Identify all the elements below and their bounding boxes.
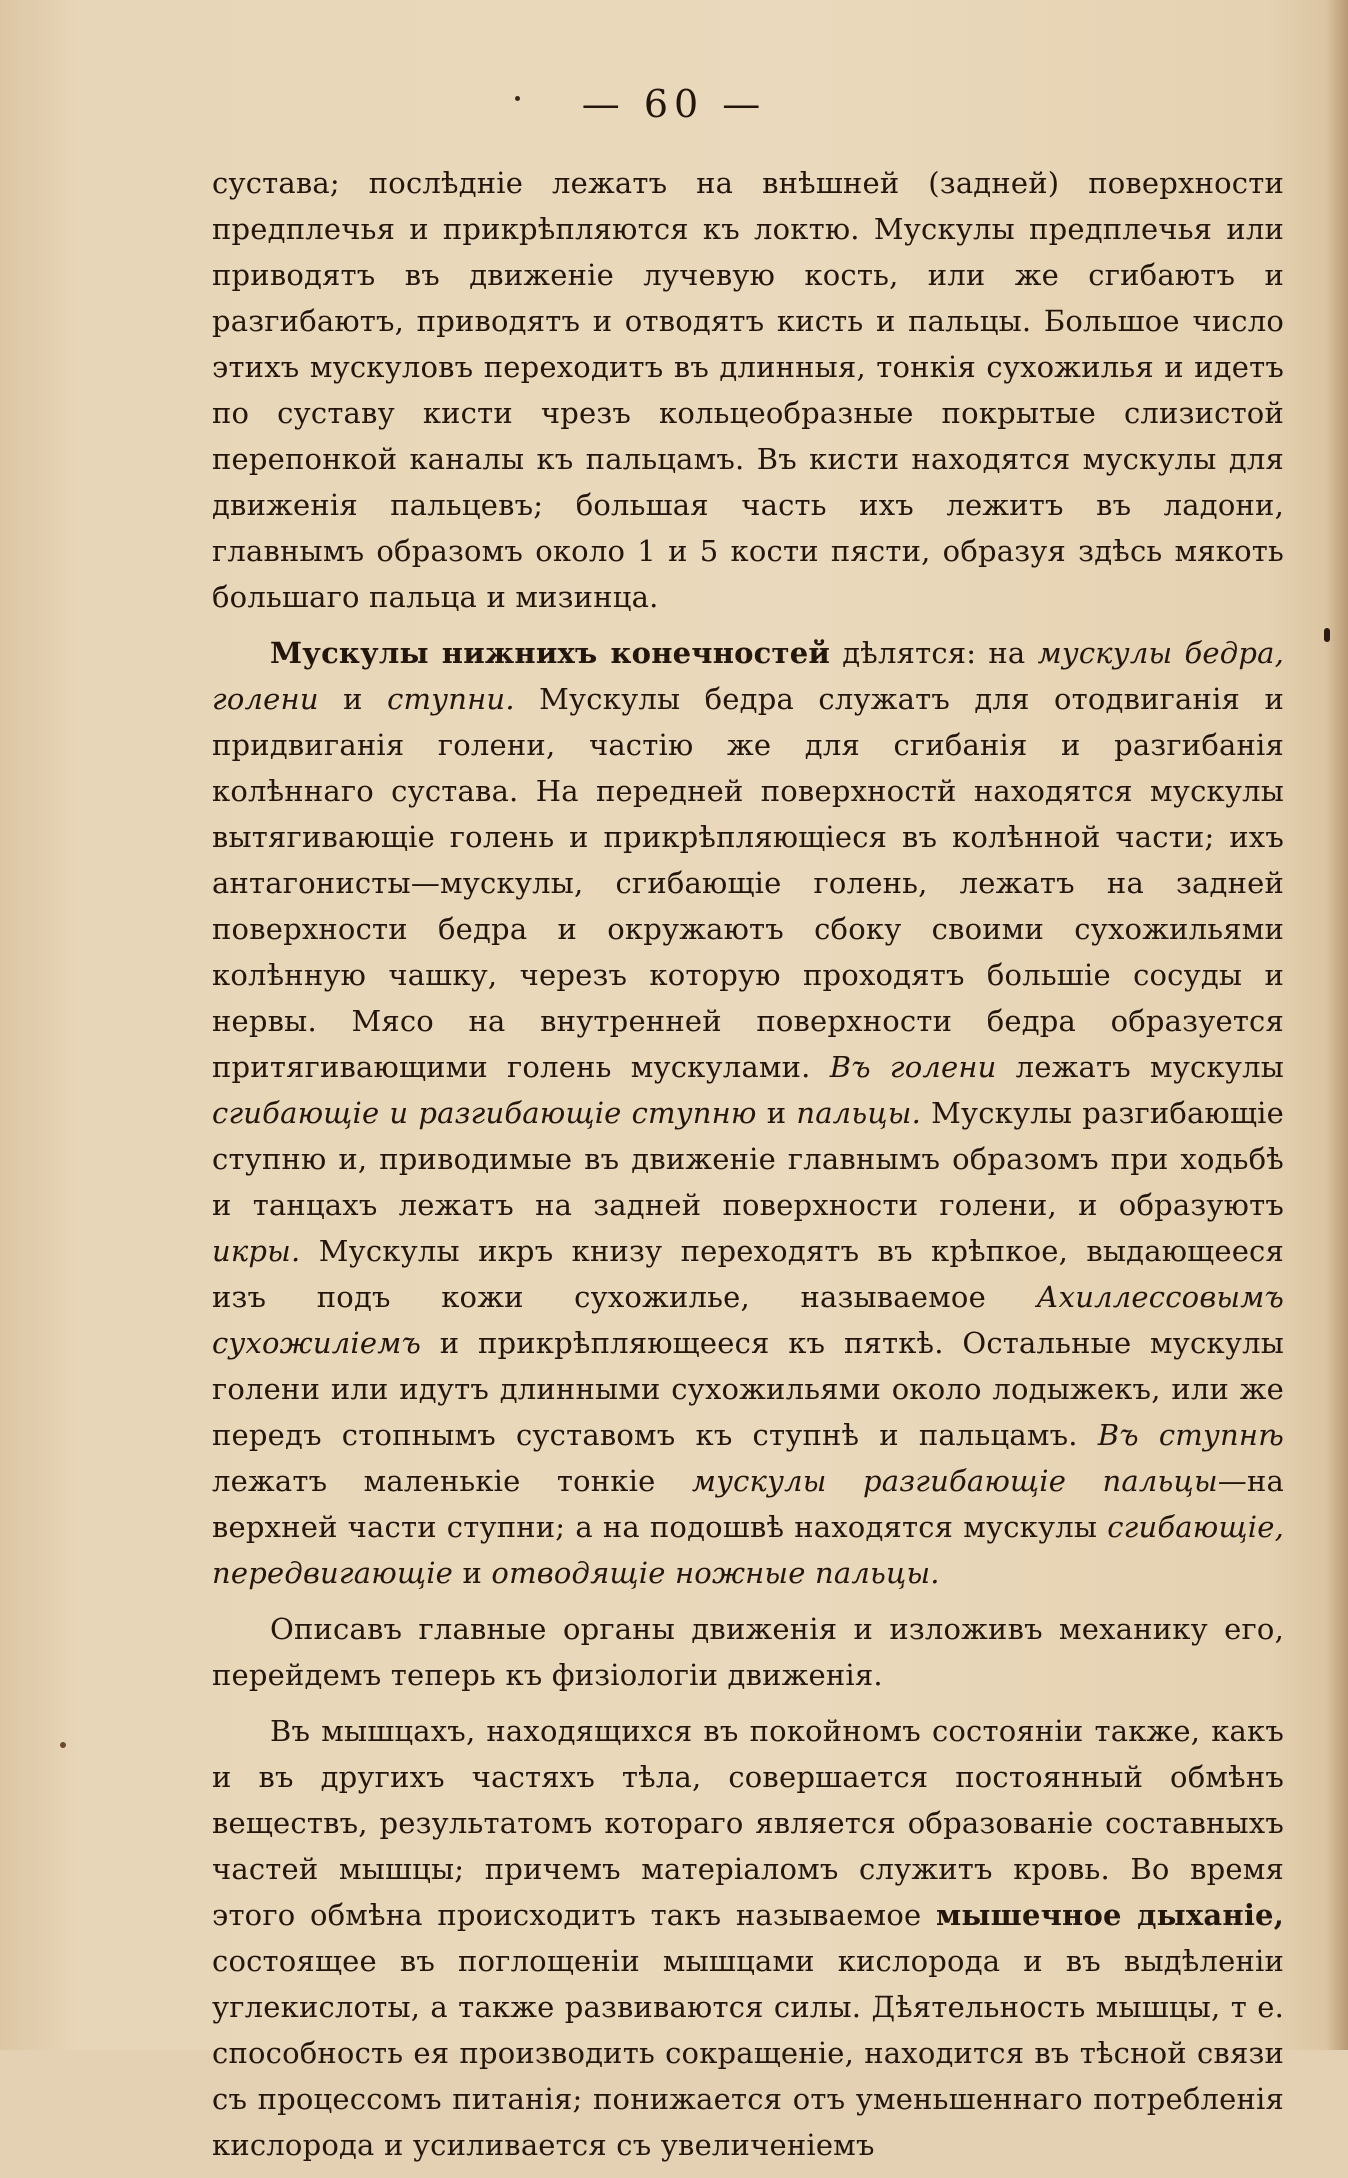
italic-text: Въ голени <box>829 1050 997 1084</box>
text-run: —на верхней части ступни; а на подошвѣ находятся мускулы <box>212 1464 1284 1544</box>
italic-text: мускулы разгибающіе пальцы <box>691 1464 1218 1498</box>
page-number: — 60 — <box>581 82 767 126</box>
text-run: и <box>453 1556 492 1590</box>
text-run: лежатъ мускулы <box>996 1050 1284 1084</box>
margin-speck <box>60 1742 66 1748</box>
text-run: и <box>756 1096 797 1130</box>
text-run: состоящее въ поглощеніи мышцами кислорода и въ выдѣленіи углекислоты, а также развиваются силы. Дѣятельность мышцы, т е. способность ея производить сокращеніе, находится въ тѣсной связи съ процессомъ питанія; понижается отъ уменьшеннаго потребленія кислорода и усиливается съ увеличеніемъ <box>212 1944 1284 2162</box>
italic-text: икры. <box>212 1234 301 1268</box>
italic-text: ступни. <box>387 682 515 716</box>
text-run: и <box>318 682 388 716</box>
margin-ink-mark <box>1324 628 1330 642</box>
paragraph <box>212 1606 1284 1698</box>
bold-text: Мускулы нижнихъ конечностей <box>270 636 831 670</box>
text-run: Мускулы разгибающіе ступню и, приводимые въ движеніе главнымъ образомъ при ходьбѣ и танцахъ лежатъ на задней поверхности голени, и образуютъ <box>212 1096 1284 1222</box>
text-run: дѣлятся: на <box>830 636 1038 670</box>
text-run: и прикрѣпляющееся къ пяткѣ. Остальные мускулы голени или идутъ длинными сухожильями около лодыжекъ, или же передъ стопнымъ суставомъ къ ступнѣ и пальцамъ. <box>212 1326 1284 1452</box>
text-run: Описавъ главные органы движенія и изложивъ механику его, перейдемъ теперь къ физіологіи движенія. <box>212 1612 1284 1692</box>
italic-text: мускулы бедра, голени <box>212 636 1284 716</box>
italic-text: сгибающіе, передвигающіе <box>212 1510 1284 1590</box>
italic-text: Ахиллессовымъ сухожиліемъ <box>212 1280 1284 1360</box>
paragraph <box>212 630 1284 1596</box>
text-run: Мускулы бедра служатъ для отодвиганія и придвиганія голени, частію же для сгибанія и разгибанія колѣннаго сустава. На передней поверхностй находятся мускулы вытягивающіе голень и прикрѣпляющіеся въ колѣнной части; ихъ антагонисты—мускулы, сгибающіе голень, лежатъ на задней поверхности бедра и окружаютъ сбоку своими сухожильями колѣнную чашку, черезъ которую проходятъ большіе сосуды и нервы. Мясо на внутренней поверхности бедра образуется притягивающими голень мускулами. <box>212 682 1284 1084</box>
italic-text: пальцы. <box>796 1096 922 1130</box>
text-run: лежатъ маленькіе тонкіе <box>212 1464 692 1498</box>
italic-text: Въ ступнѣ <box>1097 1418 1284 1452</box>
paragraph <box>212 1708 1284 2168</box>
body-text <box>212 160 1284 2178</box>
page-edge-shadow <box>1326 0 1348 2050</box>
bold-text: мышечное дыханіе, <box>935 1898 1284 1932</box>
italic-text: отводящіе ножные пальцы. <box>491 1556 940 1590</box>
text-run: Въ мышцахъ, находящихся въ покойномъ состояніи также, какъ и въ другихъ частяхъ тѣла, совершается постоянный обмѣнъ веществъ, результатомъ котораго является образованіе составныхъ частей мышцы; причемъ матеріаломъ служитъ кровь. Во время этого обмѣна происходитъ такъ называемое <box>212 1714 1284 1932</box>
italic-text: сгибающіе и разгибающіе ступню <box>212 1096 757 1130</box>
paragraph <box>212 160 1284 620</box>
text-run: Мускулы икръ книзу переходятъ въ крѣпкое, выдающееся изъ подъ кожи сухожилье, называемое <box>212 1234 1284 1314</box>
text-run: сустава; послѣдніе лежатъ на внѣшней (задней) поверхности предплечья и прикрѣпляются къ локтю. Мускулы предплечья или приводятъ въ движеніе лучевую кость, или же сгибаютъ и разгибаютъ, приводятъ и отводятъ кисть и пальцы. Большое число этихъ мускуловъ переходитъ въ длинныя, тонкія сухожилья и идетъ по суставу кисти чрезъ кольцеобразные покрытые слизистой перепонкой каналы къ пальцамъ. Въ кисти находятся мускулы для движенія пальцевъ; большая часть ихъ лежитъ въ ладони, главнымъ образомъ около 1 и 5 кости пясти, образуя здѣсь мякоть большаго пальца и мизинца. <box>212 166 1284 614</box>
